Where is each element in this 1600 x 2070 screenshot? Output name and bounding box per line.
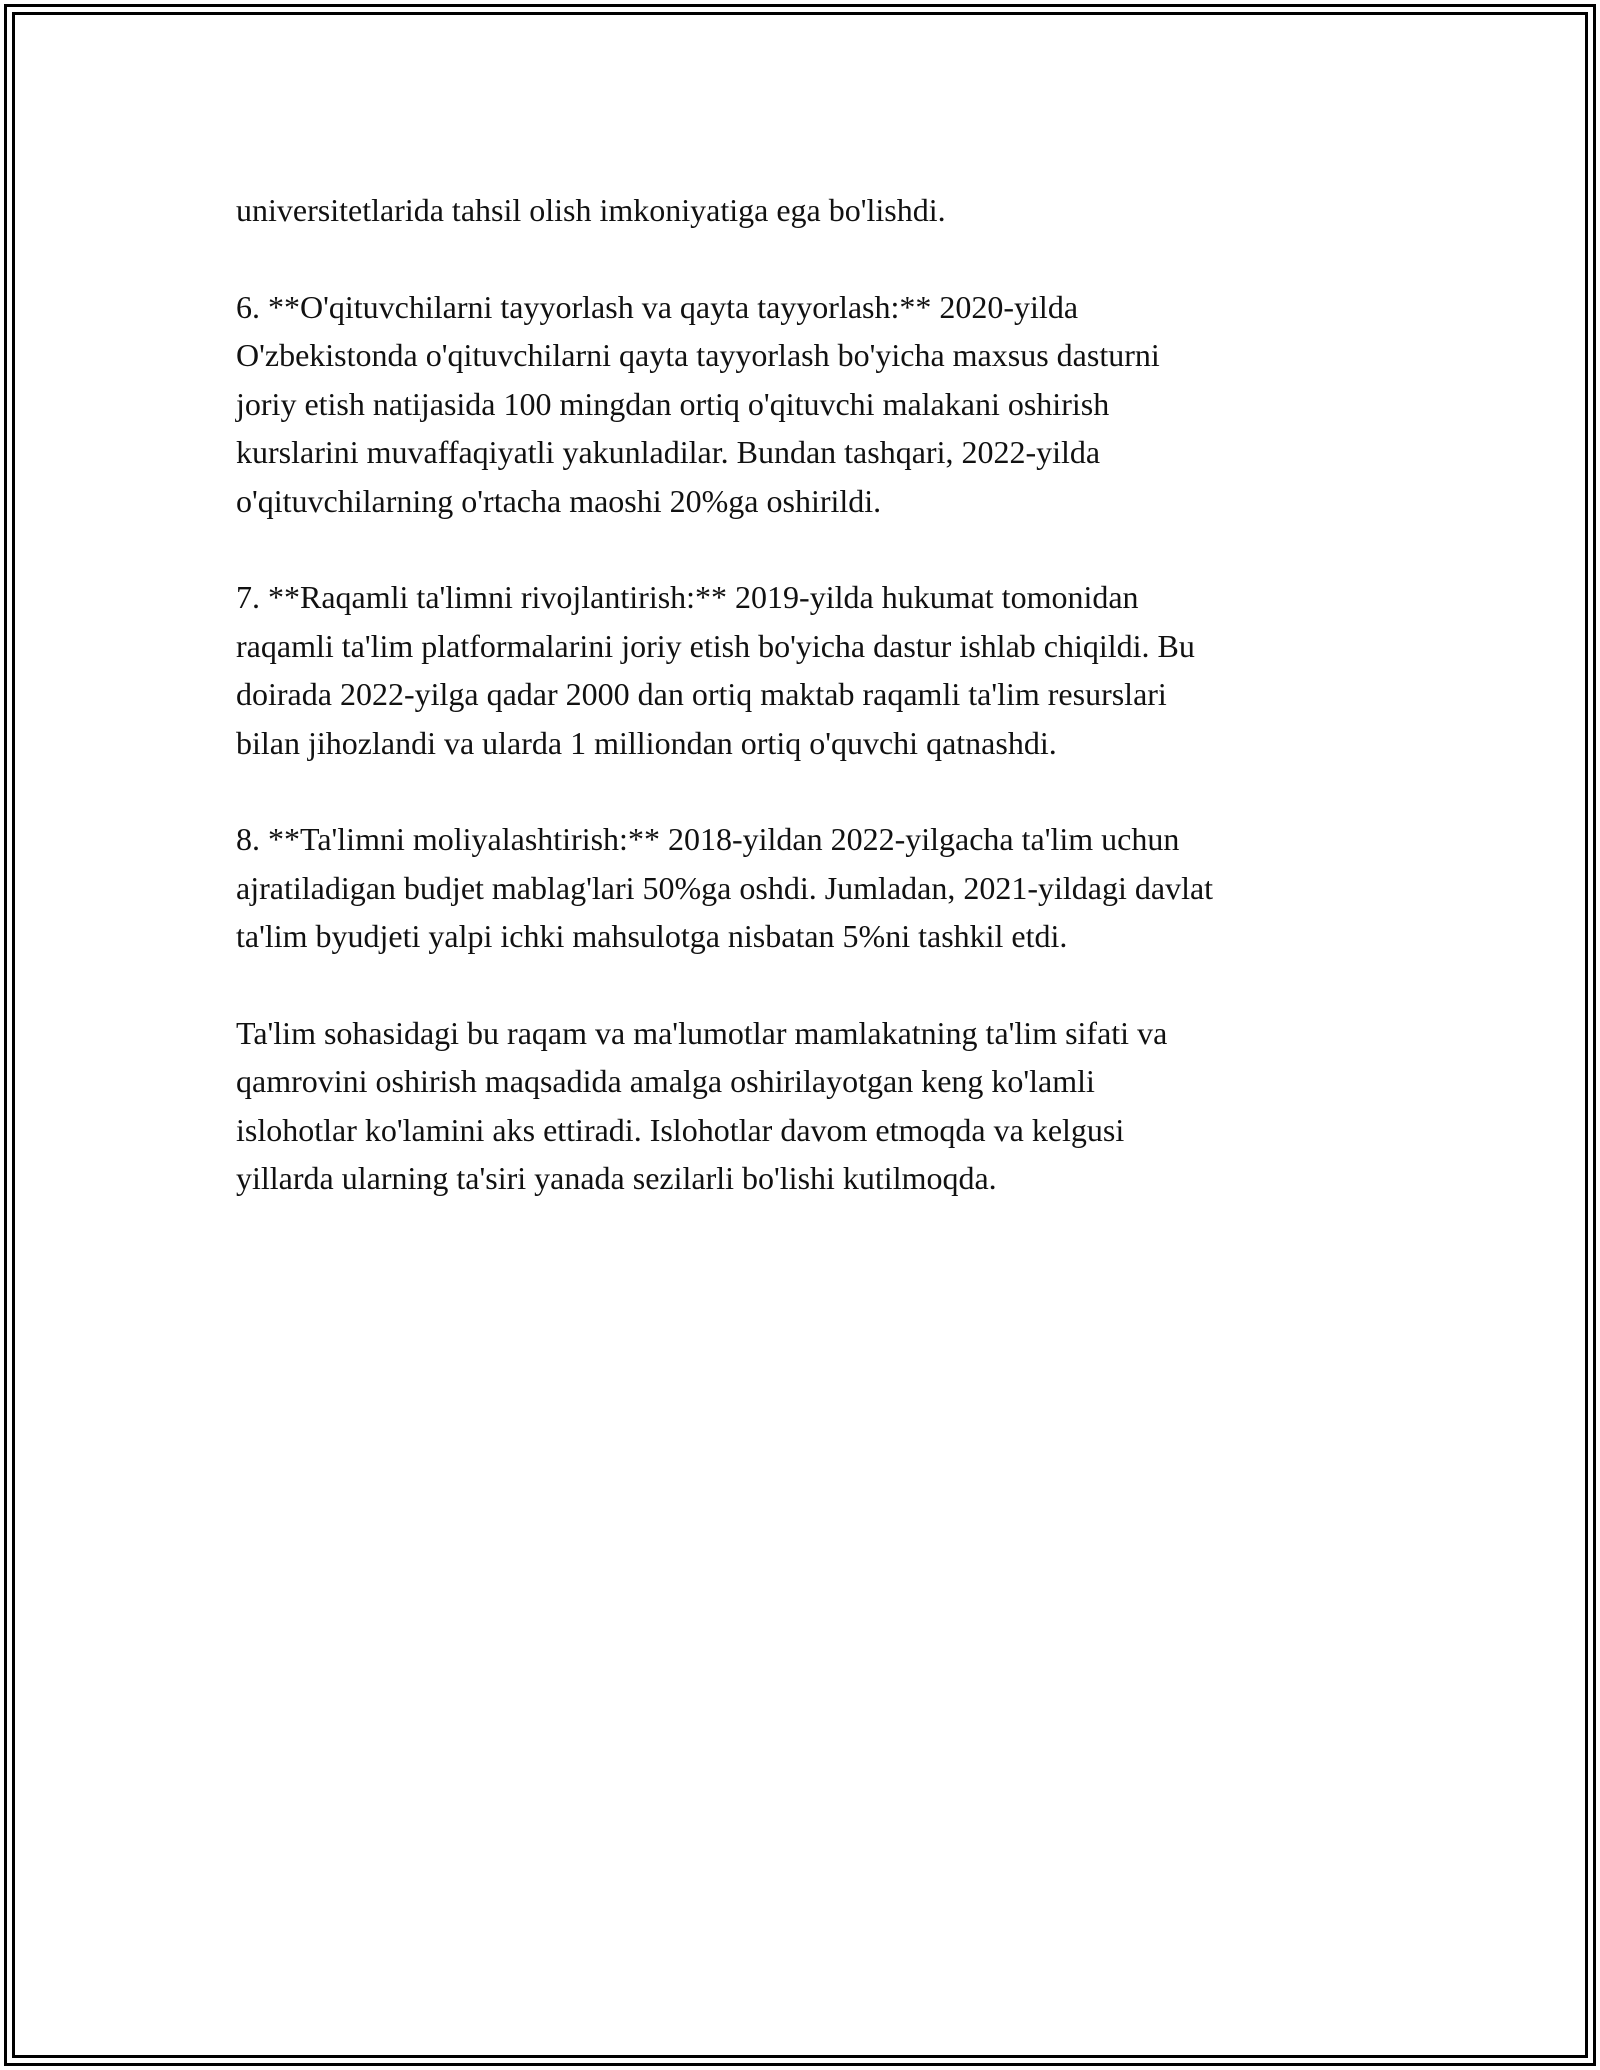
paragraph-item-6 [236, 283, 1376, 526]
text-line: joriy etish natijasida 100 mingdan ortiq o'qituvchi malakani oshirish [236, 385, 1110, 422]
text-line: Ta'lim sohasidagi bu raqam va ma'lumotlar mamlakatning ta'lim sifati va [236, 1014, 1168, 1051]
text-line: islohotlar ko'lamini aks ettiradi. Islohotlar davom etmoqda va kelgusi [236, 1111, 1125, 1148]
text-line: ta'lim byudjeti yalpi ichki mahsulotga nisbatan 5%ni tashkil etdi. [236, 918, 1068, 954]
paragraph-item-8 [236, 815, 1376, 961]
text-line: O'zbekistonda o'qituvchilarni qayta tayyorlash bo'yicha maxsus dasturni [236, 337, 1160, 373]
text-line: 6. **O'qituvchilarni tayyorlash va qayta tayyorlash:** 2020-yilda [236, 288, 1079, 325]
text-line: kurslarini muvaffaqiyatli yakunladilar. Bundan tashqari, 2022-yilda [236, 434, 1101, 470]
paragraph-item-7 [236, 573, 1376, 767]
text-line: ajratiladigan budjet mablag'lari 50%ga oshdi. Jumladan, 2021-yildagi davlat [236, 869, 1214, 906]
text-line: universitetlarida tahsil olish imkoniyatiga ega bo'lishdi. [236, 192, 946, 228]
text-line: raqamli ta'lim platformalarini joriy etish bo'yicha dastur ishlab chiqildi. Bu [236, 627, 1195, 664]
document-body [236, 186, 1376, 1251]
text-line: bilan jihozlandi va ularda 1 milliondan ortiq o'quvchi qatnashdi. [236, 724, 1057, 761]
text-line: doirada 2022-yilga qadar 2000 dan ortiq maktab raqamli ta'lim resurslari [236, 676, 1167, 712]
text-line: yillarda ularning ta'siri yanada sezilarli bo'lishi kutilmoqda. [236, 1160, 997, 1196]
text-line: 7. **Raqamli ta'limni rivojlantirish:** 2019-yilda hukumat tomonidan [236, 579, 1139, 615]
text-line: o'qituvchilarning o'rtacha maoshi 20%ga oshirildi. [236, 482, 882, 519]
text-line: qamrovini oshirish maqsadida amalga oshirilayotgan keng ko'lamli [236, 1063, 1095, 1099]
paragraph-conclusion [236, 1009, 1376, 1203]
paragraph-continuation [236, 186, 1376, 235]
text-line: 8. **Ta'limni moliyalashtirish:** 2018-yildan 2022-yilgacha ta'lim uchun [236, 821, 1180, 857]
